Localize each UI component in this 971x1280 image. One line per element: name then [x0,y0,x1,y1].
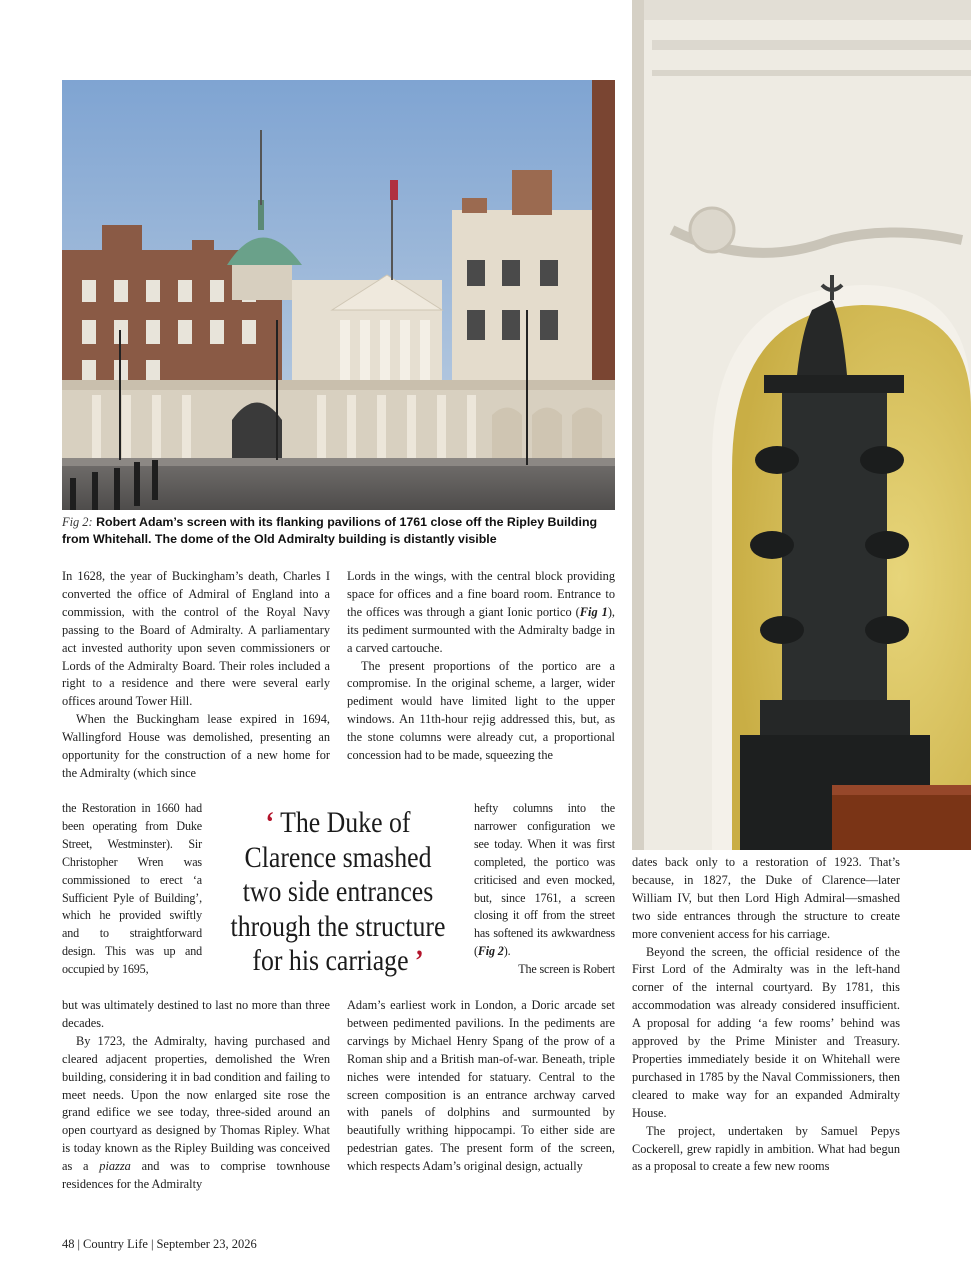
article-column-2-bottom [347,997,615,1176]
page-number: 48 [62,1237,75,1251]
paragraph: The screen is Robert [518,962,615,977]
paragraph: When the Buckingham lease expired in 1694, Wallingford House was demolished, presenting an opportunity for the construction of a new home for the Admiralty (which since [62,712,330,780]
article-column-3 [632,854,900,1176]
paragraph: Adam’s earliest work in London, a Doric arcade set between pedimented pavilions. In the pediments are carvings by Michael Henry Spang of the prow of a Roman ship and a British man-of-war. Beneath, triple niches were intended for statuary. Central to the screen composition is an entrance archway carved with panels of dolphins and surmounted by beautifully writhing hippocampi. To either side are pedestrian gates. The present form of the screen, which respects Adam’s original design, actually [347,998,615,1174]
magazine-name: Country Life [83,1237,148,1251]
text-run: hefty columns into the narrower configuration we see today. When it was first completed, the portico was criticised and even mocked, but, since 1761, a screen closing it off from the street has softened its awkwardness ( [474,801,615,959]
footer-separator: | [77,1237,81,1251]
fig-reference: Fig 1 [579,604,608,619]
paragraph: but was ultimately destined to last no more than three decades. [62,998,330,1030]
paragraph: dates back only to a restoration of 1923. That’s because, in 1827, the Duke of Clarence—later William IV, but then Lord High Admiral—smashed two side entrances through the structure to create more convenient access for his carriage. [632,855,900,941]
page-footer [62,1237,257,1252]
paragraph: In 1628, the year of Buckingham’s death, Charles I converted the office of Admiral of England into a commission, with the control of the Royal Navy passing to the Board of Admiralty. A parliamentary act invested authority upon seven commissioners or Lords of the Admiralty Board. Their roles included a right to a residence and there were several early offices around Tower Hill. [62,569,330,709]
issue-date: September 23, 2026 [156,1237,257,1251]
footer-separator: | [150,1237,154,1251]
fig-reference: Fig 2 [477,944,504,959]
italic-run: piazza [99,1159,131,1174]
text-run: ). [503,944,511,959]
paragraph: The project, undertaken by Samuel Pepys Cockerell, grew rapidly in ambition. What had begun as a proposal to create a few new rooms [632,1123,900,1174]
article-column-1-top [62,568,330,783]
pull-quote [224,806,451,979]
paragraph [347,568,615,658]
trident-column-niche-photo [632,0,971,850]
niche-illustration [632,0,971,850]
close-quote-mark: ’ [414,944,424,977]
paragraph [62,1033,330,1194]
caption-text: Robert Adam’s screen with its flanking pavilions of 1761 close off the Ripley Building from Whitehall. The dome of the Old Admiralty building is distantly visible [62,515,598,546]
text-run: ), its pediment surmounted with the Admiralty badge in a carved cartouche. [347,604,616,655]
article-column-2-top [347,568,615,765]
admiralty-screen-illustration [62,80,615,510]
text-run: and was to comprise townhouse residences for the Admiralty [62,1159,330,1192]
open-quote-mark: ‘ [265,806,275,839]
paragraph: Beyond the screen, the official residence of the First Lord of the Admiralty was in the left-hand corner of the internal courtyard. By 1781, this accommodation was already considered insufficient. A proposal for adding ‘a few rooms’ behind was approved by the Prime Minister and Treasury. Properties immediately beside it on Whitehall were purchased in 1785 by the Naval Commissioners, then cleared to make way for an expanded Admiralty House. [632,944,900,1120]
admiralty-screen-photo [62,80,615,510]
article-column-1-narrow [62,800,202,979]
pull-quote-text: The Duke of Clarence smashed two side entrances through the structure for his carriage [230,806,446,977]
paragraph [474,800,615,961]
caption-fig-label: Fig 2: [62,515,93,529]
paragraph: The present proportions of the portico are a compromise. In the original scheme, a larger, wider pediment would have limited light to the upper windows. An 11th-hour rejig addressed this, but, as the stone columns were already cut, a proportional concession had to be made, squeezing the [347,658,615,763]
article-column-2-narrow [474,800,615,979]
text-run: Lords in the wings, with the central block providing space for offices and a fine board room. Entrance to the offices was through a giant Ionic portico ( [347,569,615,619]
paragraph: the Restoration in 1660 had been operating from Duke Street, Westminster). Sir Christopher Wren was commissioned to erect ‘a Sufficient Pyle of Building’, which he provided swiftly and to straightforward design. This was up and occupied by 1695, [62,801,202,977]
text-run: By 1723, the Admiralty, having purchased and cleared adjacent properties, demolished the Wren building, considering it in bad condition and failing to meet needs. Upon the now enlarged site rose the grand edifice we see today, three-sided around an open courtyard as designed by Thomas Ripley. What is today known as the Ripley Building was conceived as a [62,1033,330,1174]
photo-caption [62,514,622,548]
article-column-1-bottom [62,997,330,1194]
